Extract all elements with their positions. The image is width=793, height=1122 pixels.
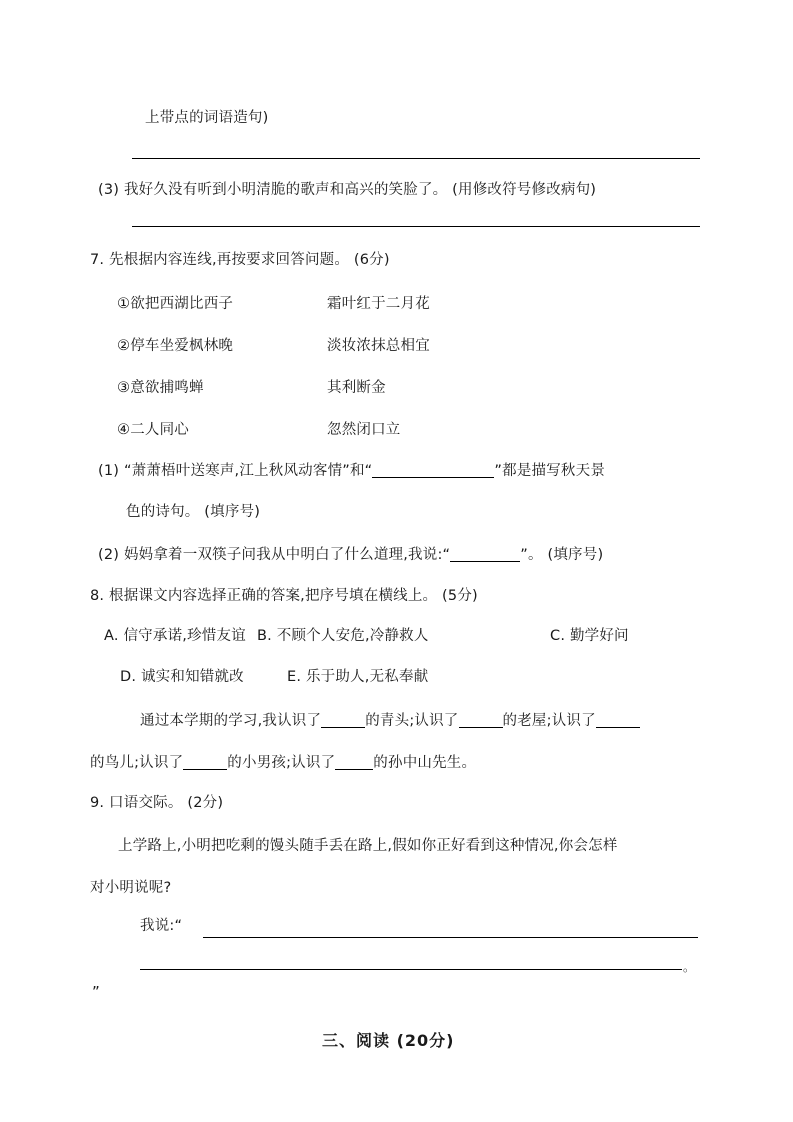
q8-option-b[interactable]: B. 不顾个人安危,冷静救人 [257, 628, 429, 644]
q7-right-item-1[interactable]: 霜叶红于二月花 [327, 296, 430, 312]
q7-sub1-blank[interactable] [372, 477, 494, 478]
q7-sub2-blank[interactable] [450, 561, 520, 562]
q8-fill-text-2a: 的鸟儿;认识了 [90, 755, 184, 771]
q8-fill-text-2b: 的小男孩;认识了 [227, 755, 336, 771]
answer-rule-q6-2[interactable] [132, 158, 700, 159]
q7-right-item-4[interactable]: 忽然闭口立 [327, 422, 401, 438]
q7-stem: 7. 先根据内容连线,再按要求回答问题。 (6分) [90, 252, 390, 268]
q6-item-3: (3) 我好久没有听到小明清脆的歌声和高兴的笑脸了。 (用修改符号修改病句) [98, 182, 597, 198]
q7-sub1-line1 [98, 462, 605, 480]
q8-blank-5[interactable] [335, 769, 373, 770]
q8-stem: 8. 根据课文内容选择正确的答案,把序号填在横线上。 (5分) [90, 588, 478, 604]
q9-answer-close-quote: ” [92, 983, 100, 1001]
q8-fill-line-1 [140, 712, 640, 730]
carryover-tail-text: 上带点的词语造句) [145, 110, 269, 126]
q8-fill-text-1c: 的老屋;认识了 [502, 713, 596, 729]
q8-blank-2[interactable] [459, 727, 503, 728]
q7-right-item-3[interactable]: 其利断金 [327, 380, 386, 396]
q8-fill-line-2 [90, 754, 476, 772]
q8-option-c[interactable]: C. 勤学好问 [550, 628, 629, 644]
q8-blank-4[interactable] [183, 769, 227, 770]
q9-stem: 9. 口语交际。 (2分) [90, 795, 224, 811]
q9-answer-rule-2[interactable] [140, 969, 682, 970]
q7-sub1-text-b: ”都是描写秋天景 [494, 463, 606, 479]
q9-answer-label: 我说:“ [140, 918, 183, 934]
q9-answer-rule-1[interactable] [203, 937, 698, 938]
q7-left-item-1[interactable]: ①欲把西湖比西子 [117, 296, 234, 312]
q9-prompt-line-1: 上学路上,小明把吃剩的馒头随手丢在路上,假如你正好看到这种情况,你会怎样 [118, 838, 618, 854]
q7-left-item-4[interactable]: ④二人同心 [117, 422, 189, 438]
q8-fill-text-2c: 的孙中山先生。 [373, 755, 477, 771]
q8-fill-text-1b: 的青头;认识了 [365, 713, 459, 729]
q7-sub2-line [98, 546, 603, 564]
q8-blank-1[interactable] [321, 727, 365, 728]
q8-option-a[interactable]: A. 信守承诺,珍惜友谊 [104, 628, 246, 644]
q9-prompt-line-2: 对小明说呢? [90, 880, 172, 896]
q8-option-e[interactable]: E. 乐于助人,无私奉献 [287, 669, 429, 685]
q9-answer-period: 。 [683, 960, 696, 974]
q7-left-item-3[interactable]: ③意欲捕鸣蝉 [117, 380, 204, 396]
answer-rule-q6-3[interactable] [132, 226, 700, 227]
q8-option-d[interactable]: D. 诚实和知错就改 [120, 669, 244, 685]
q7-right-item-2[interactable]: 淡妆浓抹总相宜 [327, 338, 430, 354]
q7-sub2-text-b: ”。 (填序号) [520, 547, 604, 563]
section-heading-reading: 三、阅读 (20分) [322, 1031, 455, 1050]
q7-sub2-text-a: (2) 妈妈拿着一双筷子问我从中明白了什么道理,我说:“ [98, 547, 451, 563]
q7-left-item-2[interactable]: ②停车坐爱枫林晚 [117, 338, 234, 354]
q8-blank-3[interactable] [596, 727, 640, 728]
q7-sub1-line2: 色的诗句。 (填序号) [126, 504, 261, 520]
q7-sub1-text-a: (1) “萧萧梧叶送寒声,江上秋风动客情”和“ [98, 463, 373, 479]
q8-fill-text-1a: 通过本学期的学习,我认识了 [140, 713, 322, 729]
